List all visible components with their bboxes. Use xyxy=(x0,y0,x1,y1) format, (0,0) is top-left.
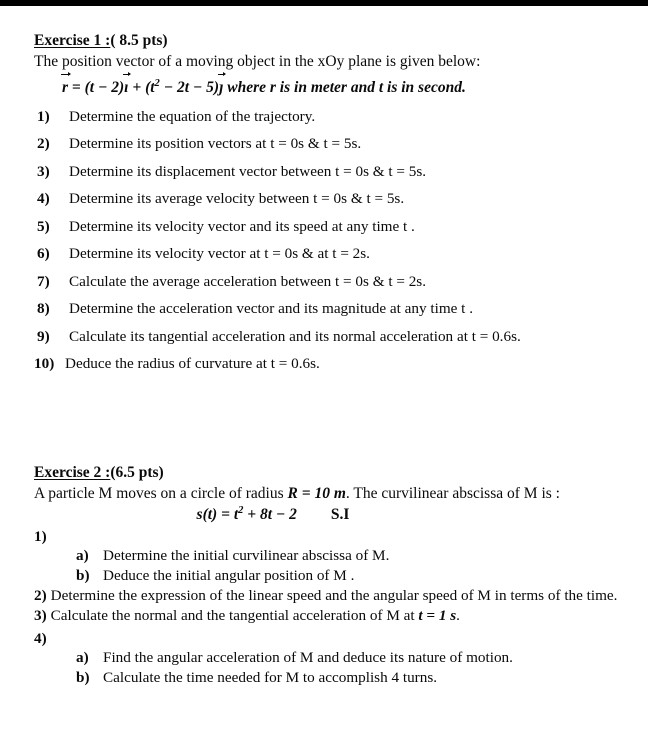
question-text: Determine its velocity vector and its speed at any time t . xyxy=(69,217,415,235)
question-text: Calculate its tangential acceleration and its normal acceleration at t = 0.6s. xyxy=(69,327,521,345)
question-number: 4) xyxy=(37,190,50,208)
unit-vector-j: ȷ xyxy=(219,78,224,96)
equation-base: t xyxy=(233,505,239,523)
equation-units: S.I xyxy=(330,505,350,523)
question-text: Calculate the average acceleration between t = 0s & t = 2s. xyxy=(69,272,427,290)
sub-item-label: b) xyxy=(76,669,90,687)
equation-term-2-exponent: 2 xyxy=(154,77,160,89)
exercise-2-title: Exercise 2 : xyxy=(34,463,111,481)
exercise-2-block xyxy=(34,464,632,688)
exercise-1-points: ( 8.5 pts) xyxy=(110,32,168,49)
question-text: Deduce the radius of curvature at t = 0.6s. xyxy=(65,355,320,373)
item-text-before: Calculate the normal and the tangential acceleration of M at xyxy=(50,607,419,625)
question-text: Determine its velocity vector at t = 0s & at t = 2s. xyxy=(69,245,370,263)
equation-term-1: (t − 2) xyxy=(84,78,125,96)
unit-vector-i: ı xyxy=(124,78,129,96)
equation-note: where r is in meter and t is in second. xyxy=(227,78,466,96)
sub-item-text: Deduce the initial angular position of M . xyxy=(103,566,355,584)
question-item xyxy=(34,107,632,126)
item-math-value: t = 1 s xyxy=(418,607,457,625)
sub-item-label: b) xyxy=(76,566,90,584)
question-text: Determine the equation of the trajectory. xyxy=(69,107,316,125)
question-text: Determine its displacement vector between t = 0s & t = 5s. xyxy=(69,162,427,180)
document-page xyxy=(0,6,648,688)
question-item xyxy=(34,162,632,181)
exercise-2-heading xyxy=(34,464,632,482)
question-item xyxy=(34,217,632,236)
exercise-2-equation xyxy=(34,506,632,524)
equation-equals: = xyxy=(221,505,230,523)
question-item xyxy=(34,272,632,291)
question-number: 6) xyxy=(37,245,50,263)
question-number: 2) xyxy=(37,135,50,153)
sub-item xyxy=(76,546,632,566)
question-item xyxy=(34,299,632,318)
question-number: 8) xyxy=(37,300,50,318)
question-item xyxy=(34,354,632,373)
equation-term-2-open: (t xyxy=(145,78,155,96)
question-item xyxy=(34,189,632,208)
exercise-1-intro: The position vector of a moving object in the xOy plane is given below: xyxy=(34,52,481,70)
question-text: Determine its position vectors at t = 0s & t = 5s. xyxy=(69,135,362,153)
exercise-2-intro-part1: A particle M moves on a circle of radius xyxy=(34,484,288,502)
exercise-1-question-list xyxy=(34,107,632,374)
sub-item-text: Find the angular acceleration of M and deduce its nature of motion. xyxy=(103,649,513,667)
exercise-2-points: (6.5 pts) xyxy=(110,463,164,481)
question-number: 1) xyxy=(37,107,50,125)
exercise-2-intro-part2: . The curvilinear abscissa of M is : xyxy=(345,484,560,502)
question-number: 9) xyxy=(37,327,50,345)
sub-item xyxy=(76,566,632,586)
section-gap xyxy=(34,382,632,464)
equation-lhs: s(t) xyxy=(196,505,218,523)
exercise-2-radius-value: R = 10 m xyxy=(287,484,346,502)
sub-item-text: Determine the initial curvilinear abscissa of M. xyxy=(103,546,390,564)
sub-item-label: a) xyxy=(76,649,89,667)
item-text: Determine the expression of the linear speed and the angular speed of M in terms of the time. xyxy=(50,587,618,605)
sub-item xyxy=(76,648,632,668)
question-text: Determine the acceleration vector and its magnitude at any time t . xyxy=(69,300,473,318)
exercise-2-item-2 xyxy=(34,586,632,606)
question-number: 5) xyxy=(37,217,50,235)
equation-equals: = xyxy=(71,78,81,96)
question-item xyxy=(34,327,632,346)
exercise-2-item-4-number: 4) xyxy=(34,630,47,648)
question-number: 3) xyxy=(37,162,50,180)
question-text: Determine its average velocity between t = 0s & t = 5s. xyxy=(69,190,405,208)
question-number: 10) xyxy=(34,355,55,373)
exercise-2-item-3 xyxy=(34,606,632,626)
exercise-2-intro xyxy=(34,484,632,504)
document-content xyxy=(0,6,648,688)
sub-item xyxy=(76,668,632,688)
exercise-2-item-1-sublist xyxy=(34,546,632,586)
equation-exponent: 2 xyxy=(238,504,244,516)
item-number: 2) xyxy=(34,587,47,605)
question-item xyxy=(34,134,632,153)
exercise-1-heading xyxy=(34,32,632,50)
item-text-after: . xyxy=(456,607,460,625)
sub-item-label: a) xyxy=(76,546,89,564)
exercise-2-item-4-sublist xyxy=(34,648,632,688)
sub-item-text: Calculate the time needed for M to accomplish 4 turns. xyxy=(103,669,438,687)
equation-term-2-rest: − 2t − 5) xyxy=(159,78,220,96)
question-number: 7) xyxy=(37,272,50,290)
exercise-1-equation xyxy=(34,79,632,97)
exercise-1-title: Exercise 1 : xyxy=(34,32,111,49)
vector-r-symbol: r xyxy=(62,78,69,96)
question-item xyxy=(34,244,632,263)
item-number: 3) xyxy=(34,607,47,625)
equation-plus: + xyxy=(132,78,142,96)
exercise-2-item-1-number: 1) xyxy=(34,527,47,545)
equation-rest: + 8t − 2 xyxy=(243,505,297,523)
